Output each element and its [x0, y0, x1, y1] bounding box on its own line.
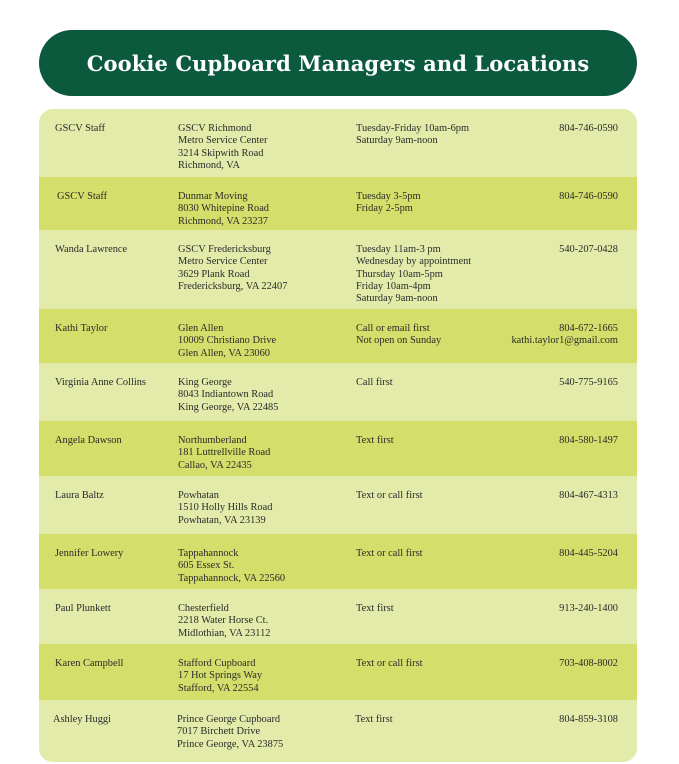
table-row: [39, 363, 637, 421]
location-address: [178, 603, 270, 640]
table-row: [39, 421, 637, 476]
location-address: [178, 658, 262, 695]
location-address-line: Chesterfield: [178, 603, 229, 614]
location-address-line: 3629 Plank Road: [178, 268, 250, 280]
location-address-line: Northumberland: [178, 435, 247, 446]
contact-info: [559, 490, 618, 502]
location-address: [178, 123, 267, 172]
hours-info-line: Friday 10am-4pm: [356, 280, 431, 292]
table-row: [39, 476, 637, 534]
manager-name: GSCV Staff: [55, 123, 106, 134]
hours-info-line: Tuesday 3-5pm: [356, 191, 421, 202]
hours-info-line: Wednesday by appointment: [356, 256, 472, 268]
location-address-line: 7017 Birchett Drive: [177, 726, 261, 738]
location-address-line: 605 Essex St.: [178, 560, 235, 572]
hours-info-line: Text or call first: [356, 490, 423, 501]
manager-name: GSCV Staff: [57, 191, 108, 202]
contact-info-line: 804-859-3108: [559, 714, 618, 725]
location-address-line: 8043 Indiantown Road: [178, 389, 274, 401]
location-address-line: 181 Luttrellville Road: [178, 447, 271, 459]
manager-name: Karen Campbell: [55, 658, 124, 669]
hours-info: [356, 244, 471, 305]
hours-info-line: Text first: [356, 435, 394, 446]
hours-info-line: Thursday 10am-5pm: [356, 268, 443, 280]
contact-info-line: 913-240-1400: [559, 603, 618, 614]
location-address-line: 3214 Skipwith Road: [178, 147, 264, 159]
location-address: [178, 490, 272, 527]
location-address-line: 17 Hot Springs Way: [178, 670, 263, 682]
location-address-line: Stafford Cupboard: [178, 658, 256, 669]
location-address-line: King George: [178, 377, 232, 388]
manager-name: Angela Dawson: [55, 435, 122, 446]
location-address-line: Glen Allen, VA 23060: [178, 347, 270, 359]
location-address-line: 10009 Christiano Drive: [178, 335, 277, 347]
contact-info-line: 540-775-9165: [559, 377, 618, 388]
location-address: [178, 377, 278, 414]
page-header: [39, 30, 637, 96]
location-address-line: King George, VA 22485: [178, 401, 279, 413]
contact-info: [559, 191, 618, 203]
location-address-line: Fredericksburg, VA 22407: [178, 280, 288, 292]
manager-name: Jennifer Lowery: [55, 548, 124, 559]
hours-info: [356, 603, 394, 615]
hours-info: [356, 548, 423, 560]
contact-info: [559, 603, 618, 615]
table-row: [39, 177, 637, 230]
hours-info-line: Text or call first: [356, 658, 423, 669]
contact-info-line: 703-408-8002: [559, 658, 618, 669]
page-title: Cookie Cupboard Managers and Locations: [86, 50, 590, 76]
location-address-line: 1510 Holly Hills Road: [178, 502, 273, 514]
hours-info: [356, 123, 469, 148]
hours-info-line: Friday 2-5pm: [356, 203, 413, 215]
contact-info-line: 804-672-1665: [559, 323, 618, 334]
location-address-line: Powhatan: [178, 490, 219, 501]
contact-info-line: 804-467-4313: [559, 490, 618, 501]
table-row: [39, 230, 637, 309]
manager-name: Wanda Lawrence: [55, 244, 128, 255]
contact-info: [559, 714, 618, 726]
hours-info-line: Saturday 9am-noon: [356, 135, 438, 147]
contact-info-line: 804-445-5204: [559, 548, 618, 559]
hours-info: [356, 490, 423, 502]
location-address-line: Prince George Cupboard: [177, 714, 281, 725]
table-row: [39, 534, 637, 589]
location-address-line: Tappahannock, VA 22560: [178, 572, 286, 584]
location-address-line: Richmond, VA 23237: [178, 215, 268, 227]
contact-info: [559, 548, 618, 560]
contact-info: [559, 377, 618, 389]
location-address-line: Tappahannock: [178, 548, 239, 559]
hours-info-line: Call or email first: [356, 323, 430, 334]
hours-info: [356, 377, 393, 389]
contact-info-line: 540-207-0428: [559, 244, 618, 255]
location-address-line: Dunmar Moving: [178, 191, 248, 202]
table-row: [39, 644, 637, 700]
manager-name: Ashley Huggi: [53, 714, 112, 725]
location-address-line: 2218 Water Horse Ct.: [178, 615, 269, 627]
contact-info-line: kathi.taylor1@gmail.com: [511, 335, 618, 347]
location-address-line: Metro Service Center: [178, 256, 268, 268]
hours-info: [356, 191, 421, 216]
manager-name: Paul Plunkett: [55, 603, 111, 614]
location-address-line: Midlothian, VA 23112: [178, 627, 271, 639]
hours-info-line: Tuesday-Friday 10am-6pm: [356, 123, 470, 134]
managers-table: [39, 109, 637, 762]
contact-info: [559, 658, 618, 670]
location-address-line: Callao, VA 22435: [178, 459, 252, 471]
contact-info-line: 804-746-0590: [559, 123, 618, 134]
location-address: [178, 435, 270, 472]
location-address-line: Glen Allen: [178, 323, 224, 334]
hours-info: [356, 435, 394, 447]
manager-name: Virginia Anne Collins: [55, 377, 146, 388]
location-address-line: Prince George, VA 23875: [177, 738, 284, 750]
contact-info-line: 804-746-0590: [559, 191, 618, 202]
contact-info: [511, 323, 618, 348]
hours-info-line: Tuesday 11am-3 pm: [356, 244, 441, 255]
hours-info-line: Text first: [355, 714, 393, 725]
hours-info-line: Text or call first: [356, 548, 423, 559]
contact-info: [559, 244, 618, 256]
hours-info-line: Text first: [356, 603, 394, 614]
hours-info-line: Call first: [356, 377, 393, 388]
location-address-line: Stafford, VA 22554: [178, 682, 259, 694]
hours-info: [355, 714, 393, 726]
location-address: [177, 714, 283, 751]
hours-info: [356, 658, 423, 670]
location-address: [178, 191, 269, 228]
location-address-line: GSCV Richmond: [178, 123, 252, 134]
manager-name: Kathi Taylor: [55, 323, 108, 334]
table-row: [39, 109, 637, 177]
table-row: [39, 589, 637, 644]
contact-info: [559, 435, 618, 447]
table-row: [39, 700, 637, 762]
location-address-line: GSCV Fredericksburg: [178, 244, 271, 255]
location-address-line: Powhatan, VA 23139: [178, 514, 266, 526]
location-address: [178, 244, 287, 293]
contact-info-line: 804-580-1497: [559, 435, 618, 446]
hours-info-line: Not open on Sunday: [356, 335, 442, 347]
location-address-line: 8030 Whitepine Road: [178, 203, 269, 215]
location-address-line: Metro Service Center: [178, 135, 268, 147]
hours-info: [356, 323, 441, 348]
table-row: [39, 309, 637, 363]
location-address: [178, 323, 276, 360]
hours-info-line: Saturday 9am-noon: [356, 293, 438, 305]
manager-name: Laura Baltz: [55, 490, 104, 501]
contact-info: [559, 123, 618, 135]
location-address-line: Richmond, VA: [178, 159, 240, 171]
location-address: [178, 548, 285, 585]
